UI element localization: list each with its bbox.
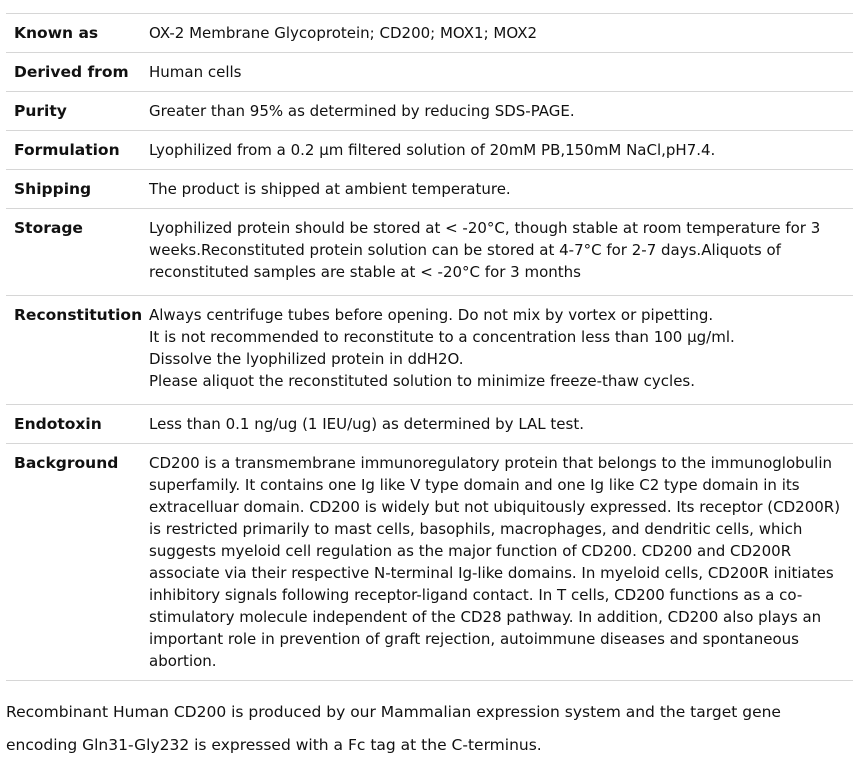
spec-value-line: Lyophilized protein should be stored at < -20°C, though stable at room temperature for 3 weeks.Reconstituted protein solution can be stored at 4-7°C for 2-7 days.Aliquots of reconstituted samples are stable at < -20°C for 3 months — [149, 219, 821, 281]
spec-value-line: CD200 is a transmembrane immunoregulatory protein that belongs to the immunoglobulin superfamily. It contains one Ig like V type domain and one Ig like C2 type domain in its extracelluar domain. CD200 is widely but not ubiquitously expressed. Its receptor (CD200R) is restricted primarily to mast cells, basophils, macrophages, and dendritic cells, which suggests myeloid cell regulation as the major function of CD200. CD200 and CD200R associate via their respective N-terminal Ig-like domains. In myeloid cells, CD200R initiates inhibitory signals following receptor-ligand contact. In T cells, CD200 functions as a co-stimulatory molecule independent of the CD28 pathway. In addition, CD200 also plays an important role in prevention of graft rejection, autoimmune diseases and spontaneous abortion. — [149, 454, 841, 670]
spec-label: Formulation — [6, 131, 149, 170]
spec-value — [149, 444, 853, 681]
spec-row-derived-from — [6, 53, 853, 92]
spec-row-storage — [6, 209, 853, 296]
spec-row-formulation — [6, 131, 853, 170]
spec-label: Endotoxin — [6, 405, 149, 444]
spec-label: Reconstitution — [6, 296, 149, 405]
spec-label: Derived from — [6, 53, 149, 92]
spec-value — [149, 405, 853, 444]
spec-value — [149, 296, 853, 405]
spec-row-known-as — [6, 14, 853, 53]
spec-value — [149, 170, 853, 209]
spec-value-line: Greater than 95% as determined by reducing SDS-PAGE. — [149, 102, 575, 120]
spec-value-line: Dissolve the lyophilized protein in ddH2O. — [149, 350, 464, 368]
spec-value — [149, 131, 853, 170]
product-description: Recombinant Human CD200 is produced by our Mammalian expression system and the target gene encoding Gln31-Gly232 is expressed with a Fc tag at the C-terminus. — [6, 703, 781, 754]
spec-row-reconstitution — [6, 296, 853, 405]
spec-row-shipping — [6, 170, 853, 209]
spec-row-purity — [6, 92, 853, 131]
spec-value-line: OX-2 Membrane Glycoprotein; CD200; MOX1; MOX2 — [149, 24, 538, 42]
spec-value-line: Lyophilized from a 0.2 μm filtered solution of 20mM PB,150mM NaCl,pH7.4. — [149, 141, 716, 159]
spec-row-background — [6, 444, 853, 681]
spec-label: Shipping — [6, 170, 149, 209]
spec-value — [149, 53, 853, 92]
product-spec-table — [6, 13, 853, 681]
spec-label: Purity — [6, 92, 149, 131]
spec-value-line: Less than 0.1 ng/ug (1 IEU/ug) as determined by LAL test. — [149, 415, 584, 433]
spec-value-line: The product is shipped at ambient temperature. — [149, 180, 511, 198]
spec-value — [149, 209, 853, 296]
spec-value-line: Always centrifuge tubes before opening. Do not mix by vortex or pipetting. — [149, 306, 714, 324]
spec-label: Storage — [6, 209, 149, 296]
spec-row-endotoxin — [6, 405, 853, 444]
spec-value — [149, 14, 853, 53]
spec-label: Background — [6, 444, 149, 681]
spec-value-line: Human cells — [149, 63, 242, 81]
spec-value — [149, 92, 853, 131]
spec-value-line: Please aliquot the reconstituted solution to minimize freeze-thaw cycles. — [149, 372, 696, 390]
spec-value-line: It is not recommended to reconstitute to a concentration less than 100 μg/ml. — [149, 328, 735, 346]
spec-label: Known as — [6, 14, 149, 53]
spec-table-body — [6, 14, 853, 681]
